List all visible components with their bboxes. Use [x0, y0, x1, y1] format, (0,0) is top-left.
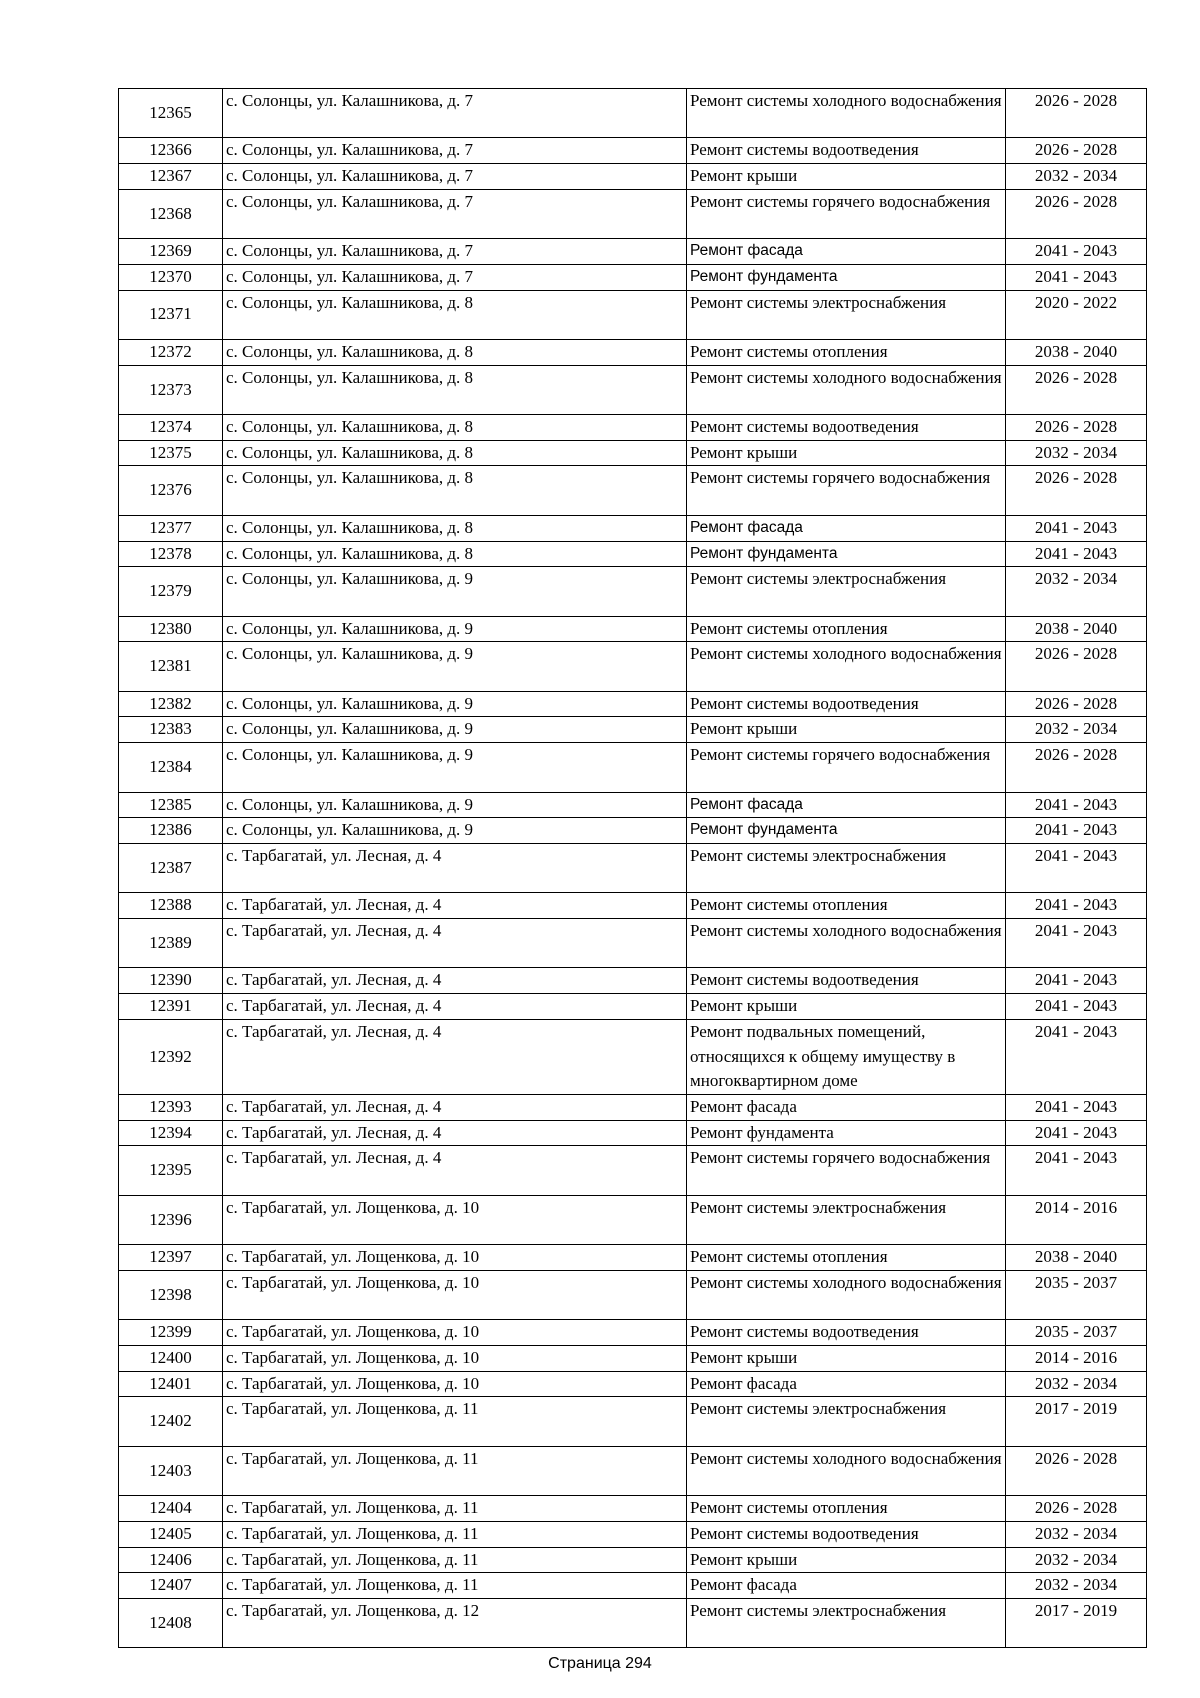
table-body: [119, 89, 1147, 1648]
address-cell: с. Тарбагатай, ул. Лощенкова, д. 10: [223, 1270, 687, 1319]
row-number-cell: 12380: [119, 616, 223, 642]
period-cell: 2041 - 2043: [1006, 515, 1147, 541]
period-cell: 2041 - 2043: [1006, 994, 1147, 1020]
address-cell: с. Тарбагатай, ул. Лесная, д. 4: [223, 968, 687, 994]
row-number-cell: 12389: [119, 919, 223, 968]
row-number-cell: 12375: [119, 440, 223, 466]
table-row: [119, 1195, 1147, 1244]
period-cell: 2020 - 2022: [1006, 290, 1147, 339]
period-cell: 2038 - 2040: [1006, 1245, 1147, 1271]
address-cell: с. Солонцы, ул. Калашникова, д. 8: [223, 339, 687, 365]
work-type-cell: Ремонт системы водоотведения: [687, 968, 1006, 994]
address-cell: с. Солонцы, ул. Калашникова, д. 8: [223, 365, 687, 414]
work-type-cell: Ремонт фасада: [687, 239, 1006, 265]
work-type-cell: Ремонт системы холодного водоснабжения: [687, 365, 1006, 414]
address-cell: с. Солонцы, ул. Калашникова, д. 7: [223, 189, 687, 238]
work-type-cell: Ремонт системы отопления: [687, 616, 1006, 642]
address-cell: с. Тарбагатай, ул. Лесная, д. 4: [223, 1146, 687, 1195]
table-row: [119, 440, 1147, 466]
row-number-cell: 12407: [119, 1573, 223, 1599]
work-type-cell: Ремонт системы отопления: [687, 339, 1006, 365]
period-cell: 2041 - 2043: [1006, 818, 1147, 844]
row-number-cell: 12366: [119, 138, 223, 164]
address-cell: с. Солонцы, ул. Калашникова, д. 9: [223, 818, 687, 844]
row-number-cell: 12379: [119, 567, 223, 616]
row-number-cell: 12385: [119, 792, 223, 818]
address-cell: с. Солонцы, ул. Калашникова, д. 7: [223, 164, 687, 190]
row-number-cell: 12368: [119, 189, 223, 238]
address-cell: с. Тарбагатай, ул. Лесная, д. 4: [223, 919, 687, 968]
address-cell: с. Солонцы, ул. Калашникова, д. 8: [223, 541, 687, 567]
period-cell: 2026 - 2028: [1006, 415, 1147, 441]
table-row: [119, 968, 1147, 994]
work-type-cell: Ремонт системы отопления: [687, 893, 1006, 919]
period-cell: 2041 - 2043: [1006, 1094, 1147, 1120]
row-number-cell: 12377: [119, 515, 223, 541]
table-row: [119, 1371, 1147, 1397]
work-type-cell: Ремонт системы электроснабжения: [687, 843, 1006, 892]
row-number-cell: 12391: [119, 994, 223, 1020]
period-cell: 2041 - 2043: [1006, 968, 1147, 994]
table-row: [119, 415, 1147, 441]
address-cell: с. Тарбагатай, ул. Лесная, д. 4: [223, 1019, 687, 1094]
work-type-cell: Ремонт системы холодного водоснабжения: [687, 1446, 1006, 1495]
table-row: [119, 290, 1147, 339]
row-number-cell: 12405: [119, 1521, 223, 1547]
table-row: [119, 567, 1147, 616]
address-cell: с. Солонцы, ул. Калашникова, д. 8: [223, 290, 687, 339]
address-cell: с. Тарбагатай, ул. Лесная, д. 4: [223, 994, 687, 1020]
work-type-cell: Ремонт системы холодного водоснабжения: [687, 919, 1006, 968]
address-cell: с. Тарбагатай, ул. Лощенкова, д. 10: [223, 1320, 687, 1346]
table-row: [119, 1598, 1147, 1647]
address-cell: с. Тарбагатай, ул. Лощенкова, д. 12: [223, 1598, 687, 1647]
address-cell: с. Тарбагатай, ул. Лощенкова, д. 11: [223, 1573, 687, 1599]
period-cell: 2026 - 2028: [1006, 189, 1147, 238]
work-type-cell: Ремонт крыши: [687, 717, 1006, 743]
row-number-cell: 12402: [119, 1397, 223, 1446]
row-number-cell: 12401: [119, 1371, 223, 1397]
period-cell: 2032 - 2034: [1006, 164, 1147, 190]
period-cell: 2041 - 2043: [1006, 919, 1147, 968]
period-cell: 2041 - 2043: [1006, 1019, 1147, 1094]
period-cell: 2032 - 2034: [1006, 717, 1147, 743]
table-row: [119, 515, 1147, 541]
work-type-cell: Ремонт фасада: [687, 1094, 1006, 1120]
work-type-cell: Ремонт крыши: [687, 994, 1006, 1020]
table-row: [119, 743, 1147, 792]
table-row: [119, 466, 1147, 515]
address-cell: с. Солонцы, ул. Калашникова, д. 9: [223, 691, 687, 717]
period-cell: 2026 - 2028: [1006, 642, 1147, 691]
period-cell: 2026 - 2028: [1006, 138, 1147, 164]
address-cell: с. Тарбагатай, ул. Лощенкова, д. 10: [223, 1245, 687, 1271]
table-row: [119, 1547, 1147, 1573]
table-row: [119, 1245, 1147, 1271]
work-type-cell: Ремонт системы водоотведения: [687, 1320, 1006, 1346]
work-type-cell: Ремонт крыши: [687, 1547, 1006, 1573]
row-number-cell: 12400: [119, 1345, 223, 1371]
row-number-cell: 12386: [119, 818, 223, 844]
table-row: [119, 189, 1147, 238]
work-type-cell: Ремонт фундамента: [687, 1120, 1006, 1146]
period-cell: 2035 - 2037: [1006, 1320, 1147, 1346]
work-type-cell: Ремонт системы отопления: [687, 1245, 1006, 1271]
work-type-cell: Ремонт системы холодного водоснабжения: [687, 1270, 1006, 1319]
work-type-cell: Ремонт системы холодного водоснабжения: [687, 89, 1006, 138]
work-type-cell: Ремонт системы электроснабжения: [687, 290, 1006, 339]
table-row: [119, 1496, 1147, 1522]
period-cell: 2041 - 2043: [1006, 893, 1147, 919]
table-row: [119, 1397, 1147, 1446]
period-cell: 2017 - 2019: [1006, 1598, 1147, 1647]
row-number-cell: 12408: [119, 1598, 223, 1647]
work-type-cell: Ремонт системы горячего водоснабжения: [687, 1146, 1006, 1195]
period-cell: 2026 - 2028: [1006, 1446, 1147, 1495]
row-number-cell: 12383: [119, 717, 223, 743]
row-number-cell: 12395: [119, 1146, 223, 1195]
table-row: [119, 89, 1147, 138]
address-cell: с. Солонцы, ул. Калашникова, д. 9: [223, 616, 687, 642]
work-type-cell: Ремонт системы водоотведения: [687, 691, 1006, 717]
period-cell: 2026 - 2028: [1006, 691, 1147, 717]
page-number: Страница 294: [548, 1655, 652, 1672]
period-cell: 2041 - 2043: [1006, 541, 1147, 567]
work-type-cell: Ремонт системы горячего водоснабжения: [687, 466, 1006, 515]
period-cell: 2014 - 2016: [1006, 1195, 1147, 1244]
period-cell: 2032 - 2034: [1006, 567, 1147, 616]
period-cell: 2026 - 2028: [1006, 89, 1147, 138]
work-type-cell: Ремонт системы горячего водоснабжения: [687, 189, 1006, 238]
table-row: [119, 1320, 1147, 1346]
table-row: [119, 642, 1147, 691]
work-type-cell: Ремонт крыши: [687, 440, 1006, 466]
work-type-cell: Ремонт системы горячего водоснабжения: [687, 743, 1006, 792]
row-number-cell: 12406: [119, 1547, 223, 1573]
row-number-cell: 12382: [119, 691, 223, 717]
work-type-cell: Ремонт фасада: [687, 1573, 1006, 1599]
address-cell: с. Солонцы, ул. Калашникова, д. 7: [223, 89, 687, 138]
work-type-cell: Ремонт системы холодного водоснабжения: [687, 642, 1006, 691]
work-type-cell: Ремонт фундамента: [687, 264, 1006, 290]
period-cell: 2041 - 2043: [1006, 1120, 1147, 1146]
work-type-cell: Ремонт системы водоотведения: [687, 415, 1006, 441]
row-number-cell: 12381: [119, 642, 223, 691]
period-cell: 2041 - 2043: [1006, 792, 1147, 818]
address-cell: с. Тарбагатай, ул. Лесная, д. 4: [223, 893, 687, 919]
work-type-cell: Ремонт системы электроснабжения: [687, 1195, 1006, 1244]
table-row: [119, 843, 1147, 892]
table-row: [119, 616, 1147, 642]
row-number-cell: 12393: [119, 1094, 223, 1120]
address-cell: с. Солонцы, ул. Калашникова, д. 9: [223, 717, 687, 743]
table-row: [119, 691, 1147, 717]
address-cell: с. Тарбагатай, ул. Лощенкова, д. 10: [223, 1345, 687, 1371]
address-cell: с. Тарбагатай, ул. Лощенкова, д. 11: [223, 1446, 687, 1495]
row-number-cell: 12392: [119, 1019, 223, 1094]
address-cell: с. Тарбагатай, ул. Лощенкова, д. 10: [223, 1371, 687, 1397]
period-cell: 2026 - 2028: [1006, 743, 1147, 792]
row-number-cell: 12365: [119, 89, 223, 138]
row-number-cell: 12394: [119, 1120, 223, 1146]
table-row: [119, 919, 1147, 968]
address-cell: с. Тарбагатай, ул. Лощенкова, д. 11: [223, 1397, 687, 1446]
row-number-cell: 12373: [119, 365, 223, 414]
row-number-cell: 12372: [119, 339, 223, 365]
table-row: [119, 994, 1147, 1020]
row-number-cell: 12387: [119, 843, 223, 892]
period-cell: 2032 - 2034: [1006, 1371, 1147, 1397]
address-cell: с. Солонцы, ул. Калашникова, д. 9: [223, 642, 687, 691]
address-cell: с. Солонцы, ул. Калашникова, д. 9: [223, 567, 687, 616]
work-type-cell: Ремонт подвальных помещений, относящихся к общему имуществу в многоквартирном доме: [687, 1019, 1006, 1094]
row-number-cell: 12376: [119, 466, 223, 515]
table-row: [119, 239, 1147, 265]
address-cell: с. Тарбагатай, ул. Лощенкова, д. 10: [223, 1195, 687, 1244]
period-cell: 2038 - 2040: [1006, 339, 1147, 365]
row-number-cell: 12388: [119, 893, 223, 919]
period-cell: 2026 - 2028: [1006, 466, 1147, 515]
table-row: [119, 1146, 1147, 1195]
period-cell: 2032 - 2034: [1006, 1547, 1147, 1573]
table-row: [119, 1094, 1147, 1120]
period-cell: 2038 - 2040: [1006, 616, 1147, 642]
work-type-cell: Ремонт фундамента: [687, 541, 1006, 567]
row-number-cell: 12374: [119, 415, 223, 441]
address-cell: с. Солонцы, ул. Калашникова, д. 7: [223, 264, 687, 290]
row-number-cell: 12371: [119, 290, 223, 339]
row-number-cell: 12367: [119, 164, 223, 190]
table-row: [119, 1446, 1147, 1495]
address-cell: с. Солонцы, ул. Калашникова, д. 8: [223, 415, 687, 441]
table-row: [119, 792, 1147, 818]
work-type-cell: Ремонт крыши: [687, 164, 1006, 190]
table-row: [119, 1120, 1147, 1146]
table-row: [119, 365, 1147, 414]
period-cell: 2017 - 2019: [1006, 1397, 1147, 1446]
work-type-cell: Ремонт фасада: [687, 1371, 1006, 1397]
work-type-cell: Ремонт фасада: [687, 515, 1006, 541]
table-row: [119, 717, 1147, 743]
work-type-cell: Ремонт фасада: [687, 792, 1006, 818]
address-cell: с. Солонцы, ул. Калашникова, д. 9: [223, 792, 687, 818]
work-type-cell: Ремонт системы электроснабжения: [687, 567, 1006, 616]
address-cell: с. Солонцы, ул. Калашникова, д. 8: [223, 515, 687, 541]
work-type-cell: Ремонт системы отопления: [687, 1496, 1006, 1522]
table-row: [119, 1345, 1147, 1371]
address-cell: с. Тарбагатай, ул. Лесная, д. 4: [223, 1094, 687, 1120]
table-row: [119, 1573, 1147, 1599]
row-number-cell: 12390: [119, 968, 223, 994]
address-cell: с. Тарбагатай, ул. Лощенкова, д. 11: [223, 1496, 687, 1522]
table-row: [119, 818, 1147, 844]
table-row: [119, 1521, 1147, 1547]
address-cell: с. Тарбагатай, ул. Лесная, д. 4: [223, 843, 687, 892]
address-cell: с. Тарбагатай, ул. Лощенкова, д. 11: [223, 1521, 687, 1547]
address-cell: с. Солонцы, ул. Калашникова, д. 7: [223, 138, 687, 164]
address-cell: с. Солонцы, ул. Калашникова, д. 8: [223, 466, 687, 515]
period-cell: 2041 - 2043: [1006, 1146, 1147, 1195]
table-row: [119, 541, 1147, 567]
work-type-cell: Ремонт системы водоотведения: [687, 138, 1006, 164]
row-number-cell: 12404: [119, 1496, 223, 1522]
address-cell: с. Тарбагатай, ул. Лощенкова, д. 11: [223, 1547, 687, 1573]
repair-schedule-table: [118, 88, 1147, 1648]
table-row: [119, 339, 1147, 365]
table-row: [119, 1270, 1147, 1319]
period-cell: 2032 - 2034: [1006, 440, 1147, 466]
row-number-cell: 12384: [119, 743, 223, 792]
table-row: [119, 264, 1147, 290]
table-row: [119, 138, 1147, 164]
period-cell: 2026 - 2028: [1006, 365, 1147, 414]
address-cell: с. Солонцы, ул. Калашникова, д. 8: [223, 440, 687, 466]
row-number-cell: 12403: [119, 1446, 223, 1495]
table-row: [119, 893, 1147, 919]
row-number-cell: 12399: [119, 1320, 223, 1346]
address-cell: с. Тарбагатай, ул. Лесная, д. 4: [223, 1120, 687, 1146]
period-cell: 2026 - 2028: [1006, 1496, 1147, 1522]
address-cell: с. Солонцы, ул. Калашникова, д. 7: [223, 239, 687, 265]
period-cell: 2014 - 2016: [1006, 1345, 1147, 1371]
row-number-cell: 12398: [119, 1270, 223, 1319]
period-cell: 2041 - 2043: [1006, 843, 1147, 892]
work-type-cell: Ремонт системы электроснабжения: [687, 1397, 1006, 1446]
period-cell: 2032 - 2034: [1006, 1521, 1147, 1547]
row-number-cell: 12397: [119, 1245, 223, 1271]
work-type-cell: Ремонт фундамента: [687, 818, 1006, 844]
address-cell: с. Солонцы, ул. Калашникова, д. 9: [223, 743, 687, 792]
row-number-cell: 12378: [119, 541, 223, 567]
table-row: [119, 164, 1147, 190]
work-type-cell: Ремонт системы электроснабжения: [687, 1598, 1006, 1647]
work-type-cell: Ремонт системы водоотведения: [687, 1521, 1006, 1547]
row-number-cell: 12370: [119, 264, 223, 290]
period-cell: 2041 - 2043: [1006, 239, 1147, 265]
work-type-cell: Ремонт крыши: [687, 1345, 1006, 1371]
period-cell: 2041 - 2043: [1006, 264, 1147, 290]
row-number-cell: 12369: [119, 239, 223, 265]
period-cell: 2035 - 2037: [1006, 1270, 1147, 1319]
table-row: [119, 1019, 1147, 1094]
period-cell: 2032 - 2034: [1006, 1573, 1147, 1599]
row-number-cell: 12396: [119, 1195, 223, 1244]
